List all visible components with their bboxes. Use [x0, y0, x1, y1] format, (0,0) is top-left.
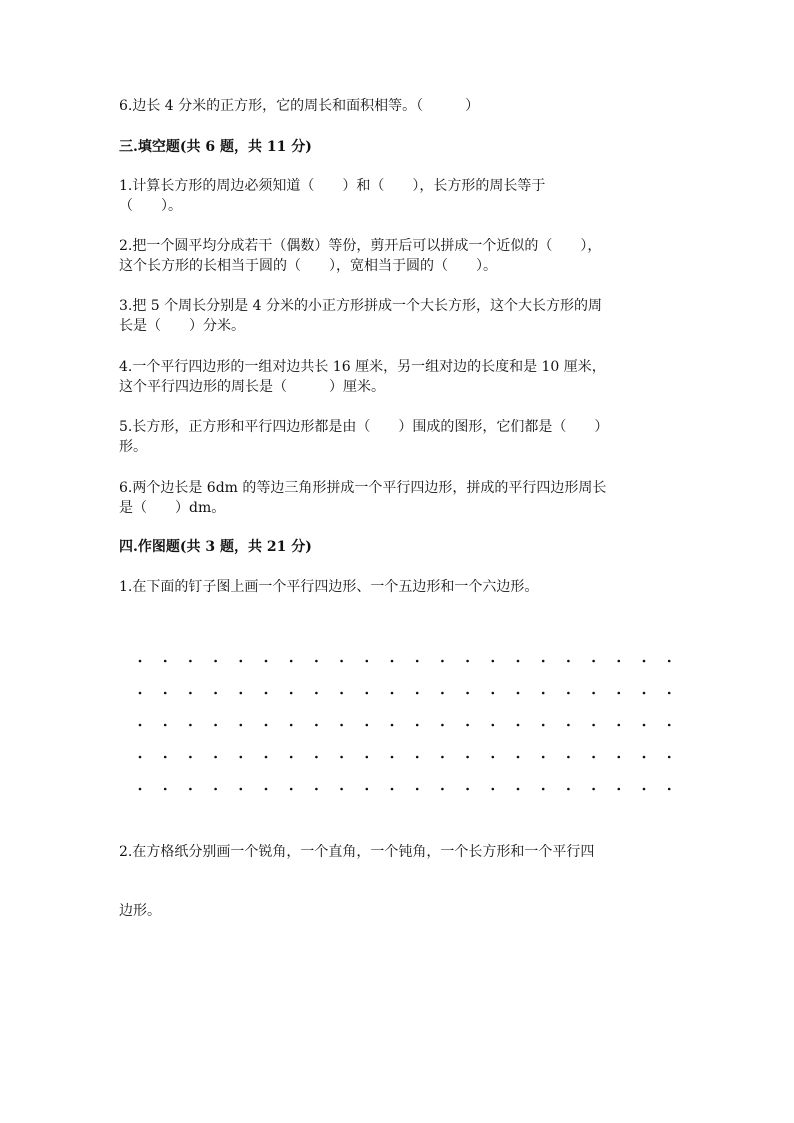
nail-dot [214, 660, 217, 663]
nail-dot [391, 692, 394, 695]
nail-dot [214, 692, 217, 695]
nail-dot [240, 692, 243, 695]
nail-dot [517, 660, 520, 663]
nail-dot [643, 692, 646, 695]
nail-dot [189, 692, 192, 695]
nail-dot [592, 692, 595, 695]
nail-dot [340, 660, 343, 663]
fill-question-5-line-2: 形。 [119, 439, 147, 455]
nail-dot [592, 756, 595, 759]
nail-dot [139, 756, 142, 759]
fill-question-6-line-1: 6.两个边长是 6dm 的等边三角形拼成一个平行四边形，拼成的平行四边形周长 [119, 480, 607, 496]
nail-dot [315, 692, 318, 695]
nail-dot [315, 788, 318, 791]
nail-dot [643, 724, 646, 727]
nail-dot [189, 724, 192, 727]
nail-dot [618, 660, 621, 663]
nail-dot [315, 756, 318, 759]
nail-dot [164, 692, 167, 695]
nail-dot [492, 756, 495, 759]
nail-dot [139, 660, 142, 663]
nail-dot [391, 660, 394, 663]
nail-dot [567, 788, 570, 791]
nail-dot [366, 660, 369, 663]
section-3-heading: 三.填空题(共 6 题，共 11 分) [119, 139, 312, 155]
nail-dot [441, 692, 444, 695]
prev-question-6: 6.边长 4 分米的正方形，它的周长和面积相等。（ ） [119, 98, 480, 114]
nail-dot [567, 692, 570, 695]
nail-dot [466, 788, 469, 791]
nail-dot [164, 788, 167, 791]
fill-question-4-line-2: 这个平行四边形的周长是（ ）厘米。 [119, 379, 385, 395]
nail-dot [668, 692, 671, 695]
fill-question-6-line-2: 是（ ）dm。 [119, 500, 226, 516]
nail-dot [240, 788, 243, 791]
nail-dot [391, 788, 394, 791]
nail-dot [340, 756, 343, 759]
nail-dot [416, 788, 419, 791]
fill-question-3-line-1: 3.把 5 个周长分别是 4 分米的小正方形拼成一个大长方形，这个大长方形的周 [119, 298, 602, 314]
fill-question-5-line-1: 5.长方形，正方形和平行四边形都是由（ ）围成的图形，它们都是（ ） [119, 419, 609, 435]
nail-dot [139, 724, 142, 727]
nail-dot-grid[interactable] [130, 648, 690, 798]
nail-dot [668, 660, 671, 663]
nail-dot [265, 692, 268, 695]
fill-question-1-line-2: （ ）。 [119, 198, 182, 214]
nail-dot [315, 660, 318, 663]
nail-dot [240, 660, 243, 663]
draw-question-1: 1.在下面的钉子图上画一个平行四边形、一个五边形和一个六边形。 [119, 579, 539, 595]
nail-dot [366, 756, 369, 759]
nail-dot [542, 756, 545, 759]
nail-dot [466, 756, 469, 759]
nail-dot [416, 692, 419, 695]
nail-dot [567, 660, 570, 663]
nail-dot [139, 788, 142, 791]
nail-dot [340, 692, 343, 695]
nail-dot [643, 660, 646, 663]
nail-dot [668, 756, 671, 759]
nail-dot [492, 692, 495, 695]
nail-dot [240, 756, 243, 759]
nail-dot [265, 660, 268, 663]
fill-question-2-line-2: 这个长方形的长相当于圆的（ ），宽相当于圆的（ ）。 [119, 258, 497, 274]
fill-question-1-line-1: 1.计算长方形的周边必须知道（ ）和（ ），长方形的周长等于 [119, 178, 546, 194]
nail-dot [492, 660, 495, 663]
nail-dot [290, 660, 293, 663]
fill-question-4-line-1: 4.一个平行四边形的一组对边共长 16 厘米，另一组对边的长度和是 10 厘米， [119, 359, 606, 375]
nail-dot [492, 788, 495, 791]
nail-dot [441, 756, 444, 759]
nail-dot [391, 724, 394, 727]
nail-dot [189, 756, 192, 759]
nail-dot [542, 692, 545, 695]
nail-dot [290, 692, 293, 695]
nail-dot [240, 724, 243, 727]
nail-dot [466, 660, 469, 663]
nail-dot [618, 788, 621, 791]
fill-question-2-line-1: 2.把一个圆平均分成若干（偶数）等份，剪开后可以拼成一个近似的（ ）， [119, 238, 602, 254]
nail-dot [517, 788, 520, 791]
nail-dot [567, 724, 570, 727]
nail-dot [340, 788, 343, 791]
nail-dot [139, 692, 142, 695]
nail-dot [214, 756, 217, 759]
nail-dot [214, 788, 217, 791]
nail-dot [567, 756, 570, 759]
nail-dot [592, 724, 595, 727]
draw-question-2-line-2: 边形。 [119, 903, 161, 919]
nail-dot [618, 692, 621, 695]
nail-dot [592, 788, 595, 791]
nail-dot [441, 788, 444, 791]
nail-dot [366, 692, 369, 695]
nail-dot [290, 756, 293, 759]
nail-dot [517, 692, 520, 695]
nail-dot [164, 660, 167, 663]
nail-dot [668, 788, 671, 791]
nail-dot [466, 724, 469, 727]
nail-dot [290, 724, 293, 727]
fill-question-3-line-2: 长是（ ）分米。 [119, 318, 245, 334]
nail-dot [189, 788, 192, 791]
nail-dot [643, 756, 646, 759]
nail-dot [416, 724, 419, 727]
nail-dot [441, 724, 444, 727]
draw-question-2-line-1: 2.在方格纸分别画一个锐角，一个直角，一个钝角，一个长方形和一个平行四 [119, 844, 595, 860]
nail-dot [441, 660, 444, 663]
nail-dot [340, 724, 343, 727]
nail-dot [466, 692, 469, 695]
nail-dot [542, 788, 545, 791]
nail-dot [492, 724, 495, 727]
nail-dot [643, 788, 646, 791]
section-4-heading: 四.作图题(共 3 题，共 21 分) [119, 539, 312, 555]
nail-dot [416, 660, 419, 663]
nail-dot [265, 756, 268, 759]
nail-dot [189, 660, 192, 663]
nail-dot [517, 756, 520, 759]
nail-dot [214, 724, 217, 727]
nail-dot [315, 724, 318, 727]
nail-dot [164, 756, 167, 759]
nail-dot [391, 756, 394, 759]
nail-dot [366, 724, 369, 727]
nail-dot [542, 724, 545, 727]
nail-dot [517, 724, 520, 727]
nail-dot [618, 724, 621, 727]
nail-dot [265, 724, 268, 727]
nail-dot [668, 724, 671, 727]
nail-dot [542, 660, 545, 663]
nail-dot [265, 788, 268, 791]
nail-dot [290, 788, 293, 791]
nail-dot [416, 756, 419, 759]
nail-dot [366, 788, 369, 791]
nail-dot [164, 724, 167, 727]
nail-dot [592, 660, 595, 663]
nail-dot [618, 756, 621, 759]
